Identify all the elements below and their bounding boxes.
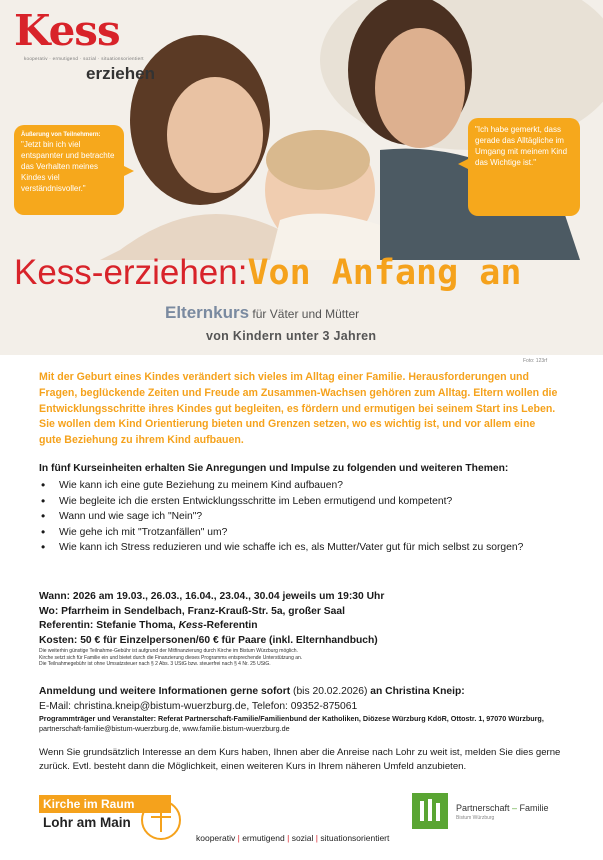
registration-contact-name: an Christina Kneip: — [370, 686, 465, 697]
tag-ermutigend: ermutigend — [242, 833, 285, 843]
subtitle — [165, 303, 359, 323]
speaker-kess: Kess — [178, 620, 204, 631]
registration-contact[interactable]: E-Mail: christina.kneip@bistum-wuerzburg.de, Telefon: 09352-875061 — [39, 700, 358, 712]
info-speaker — [39, 619, 579, 634]
quote-left-label: Äußerung von Teilnehmern: — [21, 132, 101, 138]
speaker-role: -Referentin — [203, 620, 258, 631]
registration-lead: Anmeldung und weitere Informationen gerne sofort — [39, 686, 291, 697]
subtitle-target-group: von Kindern unter 3 Jahren — [206, 329, 377, 343]
partner-sub: Bistum Würzburg — [456, 815, 495, 821]
tag-situationsorientiert: situationsorientiert — [320, 833, 390, 843]
logo-tagline: kooperativ · ermutigend · sozial · situationsorientiert — [24, 56, 144, 61]
list-item: • Wie kann ich eine gute Beziehung zu meinem Kind aufbauen? — [39, 478, 559, 494]
lohr-logo-bottom: Lohr am Main — [43, 815, 131, 830]
tag-sep: | — [315, 833, 319, 843]
partner-dash: – — [509, 803, 520, 813]
fine-print-1: Die weiterhin günstige Teilnahme-Gebühr ist aufgrund der Mitfinanzierung durch Kirche im Bistum Würzburg möglich. — [39, 648, 298, 654]
partner-a: Partnerschaft — [456, 803, 510, 813]
subtitle-main: Elternkurs — [165, 303, 250, 322]
logo-kess-text: Kess — [14, 6, 120, 55]
partner-b: Familie — [519, 803, 549, 813]
kess-logo — [8, 6, 155, 86]
intro-paragraph: Mit der Geburt eines Kindes verändert sich vieles im Alltag einer Familie. Herausforderungen und Fragen, beglückende Zeiten und Freude am Zusammen-Wachsen gehören zum Alltag. Eltern wollen die Entwicklungsschritte ihres Kindes gut begleiten, es fördern und ermutigen bei seinem Start ins Leben. Sie wollen dem Kind Orientierung bieten und Grenzen setzen, wo es wichtig ist, und vor allem eine gute Beziehung zu ihrem Kind aufbauen. — [39, 371, 558, 447]
course-info — [39, 590, 579, 668]
organizer-line: Programmträger und Veranstalter: Referat Partnerschaft-Familie/Familienbund der Katholiken, Diözese Würzburg KdöR, Ottostr. 1, 97070 Würzburg, — [39, 714, 544, 723]
info-cost: Kosten: 50 € für Einzelpersonen/60 € für Paare (inkl. Elternhandbuch) — [39, 634, 378, 646]
registration — [39, 685, 579, 734]
logo-erziehen-text: erziehen — [86, 64, 155, 83]
organizer-contact[interactable]: partnerschaft-familie@bistum-wuerzburg.de, www.familie.bistum-wuerzburg.de — [39, 724, 290, 733]
lohr-logo-top: Kirche im Raum — [39, 795, 171, 813]
quote-bubble-right — [468, 118, 580, 216]
footer-tagline — [196, 833, 389, 843]
registration-line — [39, 685, 579, 700]
registration-deadline: (bis 20.02.2026) — [290, 686, 371, 697]
list-item: • Wie kann ich Stress reduzieren und wie schaffe ich es, als Mutter/Vater gut für mich selbst zu sorgen? — [39, 540, 559, 556]
tag-sep: | — [287, 833, 290, 843]
tag-kooperativ: kooperativ — [196, 833, 236, 843]
list-item: • Wie gehe ich mit "Trotzanfällen" um? — [39, 525, 559, 541]
topics-list — [39, 478, 559, 556]
page-title — [14, 253, 594, 293]
partner-name — [456, 803, 549, 813]
partnerschaft-logo — [412, 793, 582, 837]
title-part-kess: Kess-erziehen: — [14, 253, 248, 292]
info-when: Wann: 2026 am 19.03., 26.03., 16.04., 23.04., 30.04 jeweils um 19:30 Uhr — [39, 591, 385, 602]
closing-paragraph: Wenn Sie grundsätzlich Interesse an dem Kurs haben, Ihnen aber die Anreise nach Lohr zu weit ist, melden Sie dies gerne zurück. Evtl. besteht dann die Möglichkeit, einen weiteren Kurs in Ihrem näheren Umfeld anzubieten. — [39, 747, 561, 772]
fine-print-3: Die Teilnahmegebühr ist ohne Umsatzsteuer nach § 2 Abs. 3 UStG bzw. steuerfrei nach § 4 Nr. 25 UStG. — [39, 661, 271, 667]
list-item: • Wie begleite ich die ersten Entwicklungsschritte im Leben ermutigend und kompetent? — [39, 494, 559, 510]
family-icon — [412, 793, 448, 829]
cross-icon — [141, 800, 181, 840]
title-part-anfang: Von Anfang an — [247, 253, 522, 293]
list-item: • Wann und wie sage ich "Nein"? — [39, 509, 559, 525]
tag-sozial: sozial — [291, 833, 314, 843]
photo-credit: Foto: 123rf — [523, 358, 548, 364]
fine-print-2: Kirche setzt sich für Familie ein und bietet durch die Finanzierung dieses Programms entsprechende Unterstützung an. — [39, 654, 303, 661]
info-where: Wo: Pfarrheim in Sendelbach, Franz-Krauß-Str. 5a, großer Saal — [39, 605, 345, 617]
quote-bubble-left — [14, 125, 124, 215]
quote-left-text: "Jetzt bin ich viel entspannter und betrachte das Verhalten meines Kindes viel verständnisvoller." — [21, 140, 115, 193]
speaker-name: Referentin: Stefanie Thoma, — [39, 620, 179, 631]
subtitle-rest: für Väter und Mütter — [249, 307, 360, 321]
quote-right-text: "Ich habe gemerkt, dass gerade das Alltägliche im Umgang mit meinem Kind das Wichtige ist." — [475, 125, 568, 167]
topics-heading: In fünf Kurseinheiten erhalten Sie Anregungen und Impulse zu folgenden und weiteren Themen: — [39, 463, 509, 474]
tag-sep: | — [237, 833, 240, 843]
